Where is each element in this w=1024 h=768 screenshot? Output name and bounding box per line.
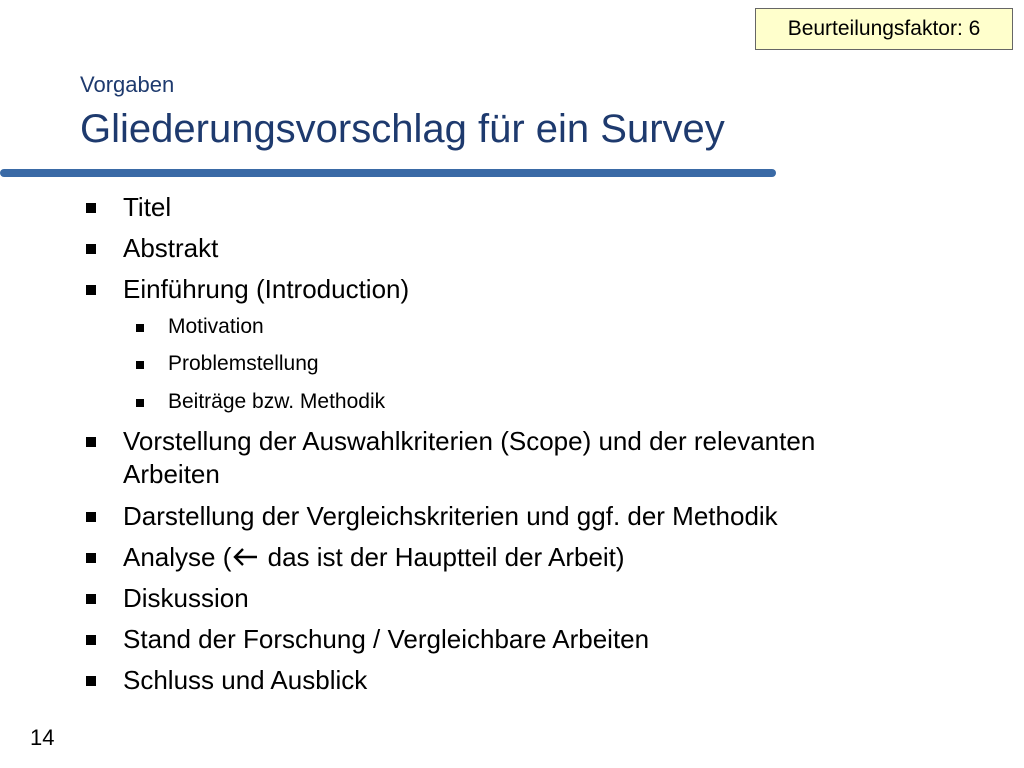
outline-item-label-continued: das ist der Hauptteil der Arbeit) (260, 542, 625, 572)
outline-subitem-label: Motivation (168, 315, 264, 338)
outline-subitem-label: Beiträge bzw. Methodik (168, 390, 386, 413)
outline-subitem-motivation (168, 314, 264, 340)
outline-item-label: Titel (123, 192, 172, 222)
left-arrow-icon (231, 546, 258, 568)
square-bullet-icon (86, 285, 96, 295)
outline-subitem-label: Problemstellung (168, 352, 319, 375)
slide-title: Gliederungsvorschlag für ein Survey (80, 107, 725, 151)
outline-item-vorstellung (123, 425, 815, 491)
square-bullet-icon (136, 399, 144, 407)
outline-item-analyse (123, 541, 625, 574)
outline-item-label-continued: Arbeiten (123, 459, 220, 489)
square-bullet-icon (86, 594, 96, 604)
outline-item-label: Diskussion (123, 583, 249, 613)
outline-item-label: Abstrakt (123, 233, 219, 263)
outline-subitem-beitraege (168, 389, 385, 415)
square-bullet-icon (86, 635, 96, 645)
outline-item-label: Analyse ( (123, 542, 232, 572)
square-bullet-icon (86, 676, 96, 686)
square-bullet-icon (136, 361, 144, 369)
square-bullet-icon (136, 324, 144, 332)
title-underline (0, 169, 776, 177)
square-bullet-icon (86, 512, 96, 522)
outline-item-label: Einführung (Introduction) (123, 274, 410, 304)
square-bullet-icon (86, 203, 96, 213)
square-bullet-icon (86, 437, 96, 447)
outline-item-schluss (123, 664, 367, 697)
outline-subitem-problemstellung (168, 351, 319, 377)
outline-item-stand (123, 623, 649, 656)
outline-item-darstellung (123, 500, 778, 533)
page-number: 14 (30, 725, 55, 750)
square-bullet-icon (86, 244, 96, 254)
outline-item-label: Vorstellung der Auswahlkriterien (Scope) und der relevanten (123, 426, 816, 456)
slide-subtitle: Vorgaben (80, 72, 175, 97)
outline-item-label: Stand der Forschung / Vergleichbare Arbeiten (123, 624, 650, 654)
outline-item-titel (123, 191, 171, 224)
outline-item-label: Darstellung der Vergleichskriterien und ggf. der Methodik (123, 501, 778, 531)
outline-item-label: Schluss und Ausblick (123, 665, 368, 695)
rating-badge: Beurteilungsfaktor: 6 (755, 8, 1013, 50)
outline-item-abstrakt (123, 232, 218, 265)
square-bullet-icon (86, 553, 96, 563)
outline-item-einfuehrung (123, 273, 409, 306)
outline-item-diskussion (123, 582, 249, 615)
